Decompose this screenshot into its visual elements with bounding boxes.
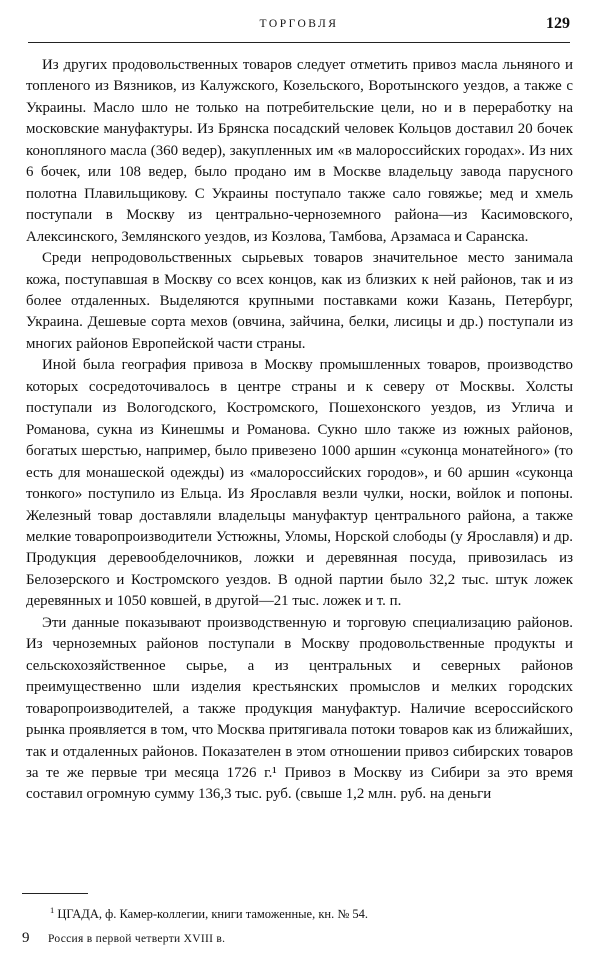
footnote-marker: 1 (50, 905, 55, 915)
signature-number: 9 (22, 930, 30, 946)
main-text (26, 55, 573, 806)
signature-text: Россия в первой четверти XVIII в. (48, 933, 226, 945)
paragraph-3: Иной была география привоза в Москву промышленных товаров, производство которых сосредоточивалось в центре страны и к северу от Москвы. Холсты поступали из Вологодского, Костромского, Пошехонского уездов, из Углича и Романова, сукна из Кинешмы и Романова. Сукно шло также из южных районов, богатых шерстью, например, было привезено 1000 аршин «суконца монатейного» (то есть для монашеской одежды) из «малороссийских городов», и 60 аршин «суконца тонкого» поступило из Ельца. Из Ярославля везли чулки, носки, войлок и попоны. Железный товар доставляли владельцы мануфактур центрального района, а также мелкие товаропроизводители Устюжны, Уломы, Норской слободы (у Ярославля) и др. Продукция деревообделочников, ложки и деревянная посуда, привозилась из Белозерского и Костромского уездов. В одной партии было 32,2 тыс. штук ложек деревянных и 1050 ковшей, в другой—21 тыс. ложек и т. п. (26, 357, 573, 610)
footnote-divider (22, 893, 88, 894)
page-header (28, 14, 570, 43)
paragraph-1: Из других продовольственных товаров следует отметить привоз масла льняного и топленого из Вязников, из Калужского, Козельского, Воротынского уездов, а также с Украины. Масло шло не только на потребительские цели, но и в переработку на московские мануфактуры. Из Брянска посадский человек Кольцов доставил 20 бочек конопляного масла (360 ведер), закупленных им «в малороссийских городах». Из них 6 бочек, или 108 ведер, было продано им в Москве владельцу завода парусного полотна Плавильщикову. С Украины поступало также сало говяжье; мед и хмель поступали в Москву из центрально-черноземного района—из Касимовского, Алексинского, Землянского уездов, из Козлова, Тамбова, Арзамаса и Саранска. (26, 57, 573, 245)
footnote-text: ЦГАДА, ф. Камер-коллегии, книги таможенные, кн. № 54. (57, 907, 369, 922)
running-head: ТОРГОВЛЯ (259, 18, 339, 30)
paragraph-2: Среди непродовольственных сырьевых товаров значительное место занимала кожа, поступавшая в Москву со всех концов, как из близких к ней районов, так и из более отдаленных. Выделяются крупными поставками кожи Казань, Петербург, Украина. Дешевые сорта мехов (овчина, зайчина, белки, лисицы и др.) поступали из многих районов Европейской части страны. (26, 250, 573, 352)
page-number: 129 (546, 15, 570, 32)
footnote (50, 905, 368, 922)
paragraph-4: Эти данные показывают производственную и торговую специализацию районов. Из черноземных районов поступали в Москву продовольственные продукты и сельскохозяйственное сырье, а из центральных и северных районов преимущественно шли изделия крестьянских промыслов и мелких городских товаропроизводителей, а также продукция мануфактур. Наличие всероссийского рынка проявляется в том, что Москва притягивала потоки товаров как из ближайших, так и отдаленных районов. Показателен в этом отношении привоз сибирских товаров за те же первые три месяца 1726 г.¹ Привоз в Москву из Сибири за это время составил огромную сумму 136,3 тыс. руб. (свыше 1,2 млн. руб. на деньги (26, 614, 573, 803)
